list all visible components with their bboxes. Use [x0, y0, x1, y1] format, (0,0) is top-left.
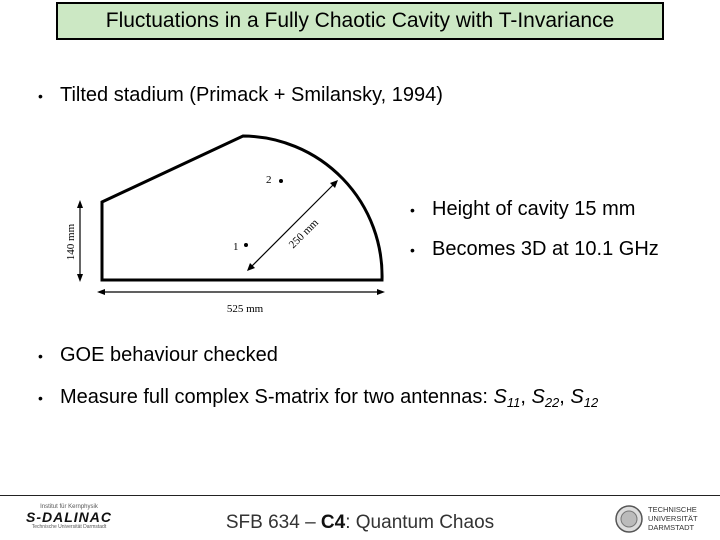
- antenna-1-marker: [244, 243, 248, 247]
- tu-logo-line-3: DARMSTADT: [648, 523, 695, 532]
- bullet-text: Tilted stadium (Primack + Smilansky, 1994): [60, 84, 443, 106]
- bullet-3d-frequency: [410, 238, 659, 261]
- sdalinac-logo-sub-text: Technische Universität Darmstadt: [31, 524, 107, 530]
- sdalinac-logo-small-text: Institut für Kernphysik: [40, 504, 98, 510]
- antenna-2-label: 2: [266, 174, 272, 186]
- bullet-goe: [38, 344, 278, 367]
- width-label: 525 mm: [226, 303, 264, 315]
- antenna-2-marker: [279, 179, 283, 183]
- bullet-cavity-height: [410, 198, 635, 221]
- bullet-dot-icon: •: [410, 241, 415, 258]
- bullet-dot-icon: •: [38, 347, 43, 364]
- bullet-text: Measure full complex S-matrix for two antennas:: [60, 386, 494, 408]
- height-arrowhead-top: [77, 200, 83, 208]
- height-arrowhead-bottom: [77, 274, 83, 282]
- width-arrowhead-left: [97, 289, 105, 295]
- tu-logo-line-2: UNIVERSITÄT: [648, 514, 698, 523]
- tu-logo-line-1: TECHNISCHE: [648, 505, 697, 514]
- bullet-text: Height of cavity 15 mm: [432, 198, 636, 220]
- s11-subscript: 11: [506, 395, 521, 410]
- s12-symbol: S: [570, 386, 584, 408]
- s22-subscript: 22: [544, 395, 560, 410]
- sdalinac-logo-name: S-DALINAC: [26, 509, 112, 525]
- cavity-outline: [102, 136, 382, 280]
- bullet-dot-icon: •: [38, 389, 43, 406]
- height-label: 140 mm: [65, 223, 77, 261]
- tu-darmstadt-seal-icon: [614, 503, 644, 535]
- bullet-dot-icon: •: [410, 201, 415, 218]
- footer-project-code: C4: [320, 512, 346, 533]
- separator: ,: [520, 386, 532, 408]
- slide-title-text: Fluctuations in a Fully Chaotic Cavity with T-Invariance: [105, 9, 615, 32]
- width-arrowhead-right: [377, 289, 385, 295]
- bullet-text: GOE behaviour checked: [60, 344, 278, 366]
- tu-darmstadt-logo: [614, 503, 714, 535]
- footer-prefix: SFB 634 –: [225, 512, 321, 533]
- radius-dimension-arrow: [250, 183, 335, 268]
- footer-divider: [0, 495, 720, 496]
- antenna-1-label: 1: [233, 241, 239, 253]
- s22-symbol: S: [531, 386, 545, 408]
- separator: ,: [559, 386, 571, 408]
- bullet-text: Becomes 3D at 10.1 GHz: [432, 238, 659, 260]
- bullet-s-matrix: [38, 386, 598, 410]
- bullet-dot-icon: •: [38, 87, 43, 104]
- radius-label: 250 mm: [286, 216, 321, 251]
- footer-suffix: : Quantum Chaos: [345, 512, 495, 533]
- s11-symbol: S: [493, 386, 507, 408]
- s12-subscript: 12: [583, 395, 599, 410]
